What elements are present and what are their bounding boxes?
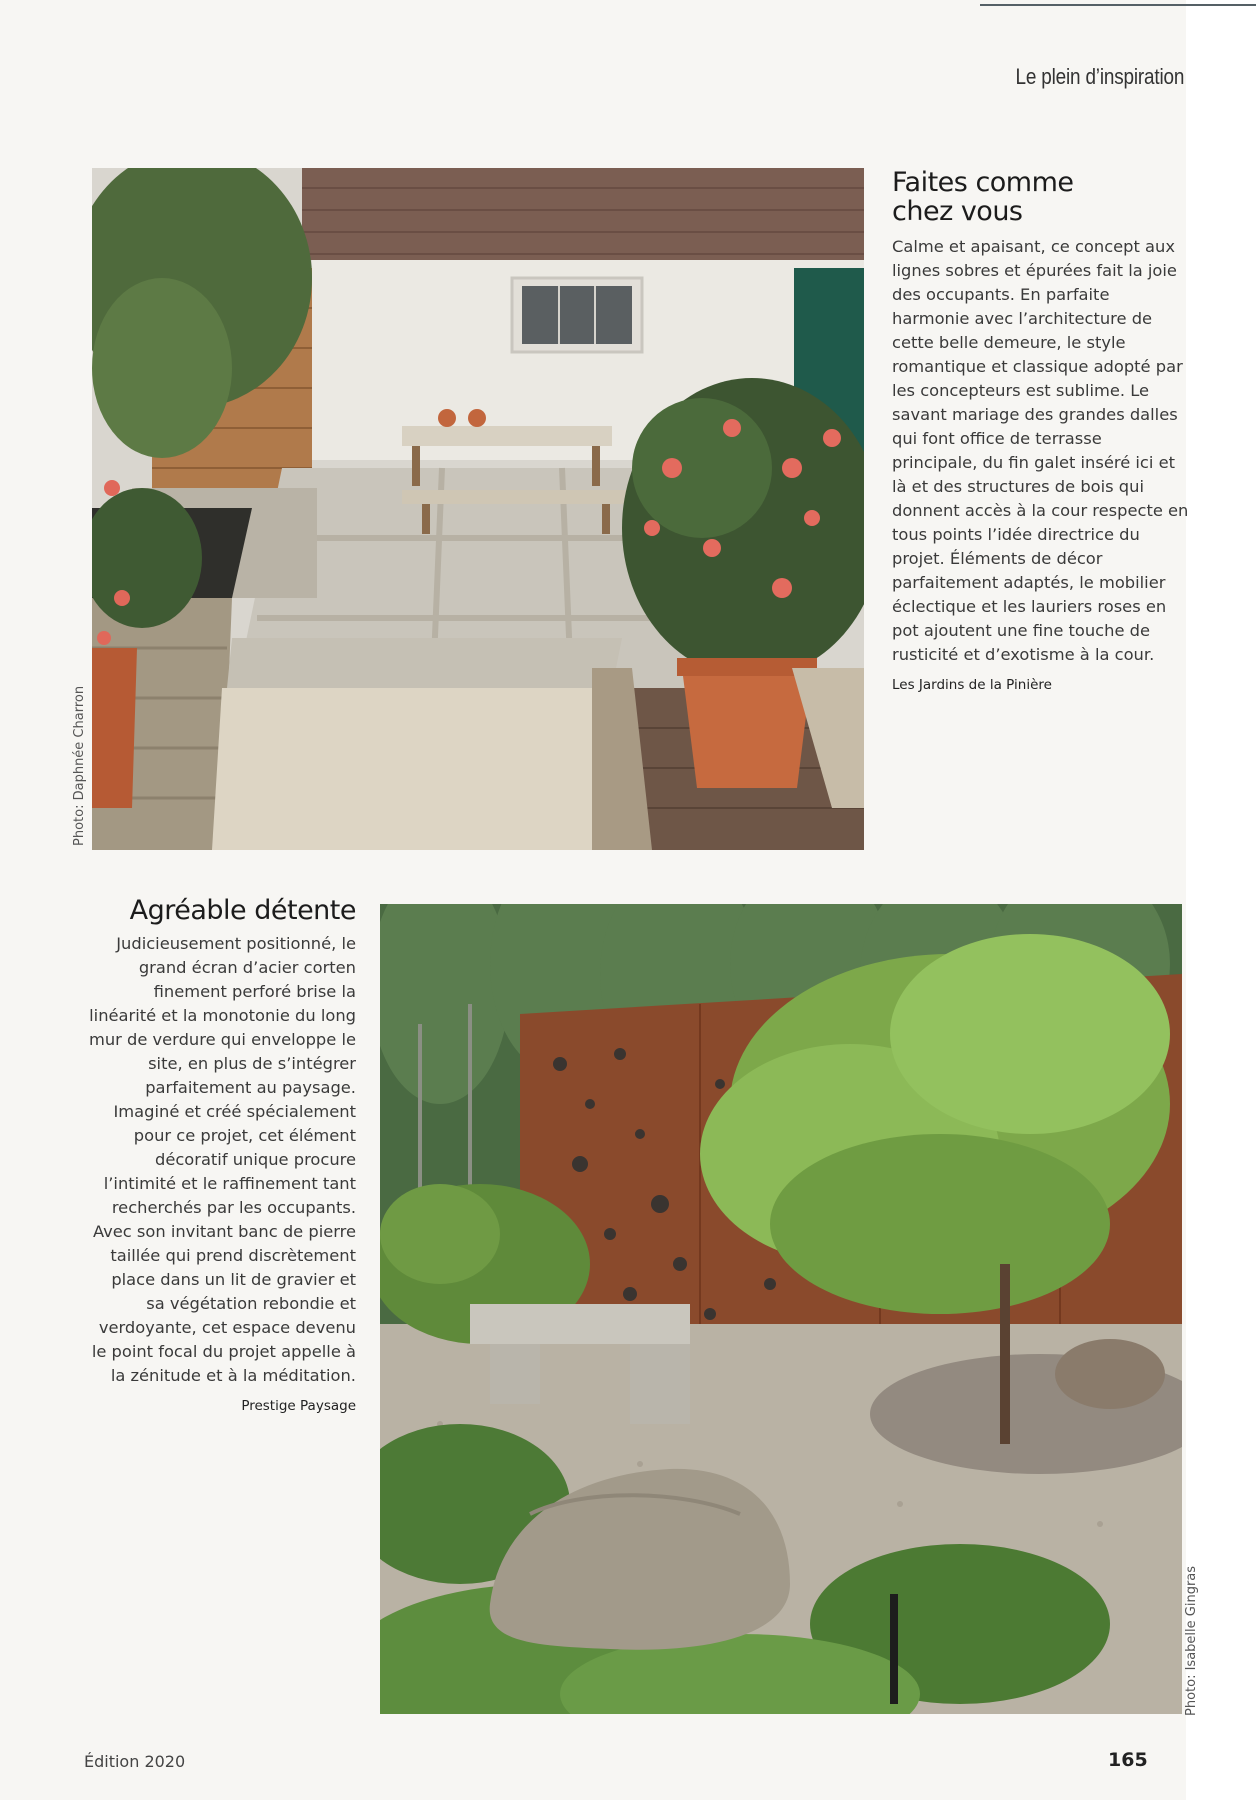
article-faites-comme-chez-vous — [892, 168, 1192, 693]
photo-credit: Photo: Daphnée Charron — [72, 685, 87, 846]
page-number: 165 — [1108, 1749, 1148, 1771]
scan-edge-line — [980, 4, 1256, 6]
title-line: Faites comme — [892, 167, 1074, 198]
firm-name: Prestige Paysage — [241, 1398, 356, 1414]
patio-photo — [92, 168, 864, 850]
firm-name: Les Jardins de la Pinière — [892, 677, 1052, 693]
article-body: Judicieusement positionné, le grand écran d’acier corten finement perforé brise la linéarité et la monotonie du long mur de verdure qui enveloppe le site, en plus de s’intégrer parfaitement au paysage. Imaginé et créé spécialement pour ce projet, cet élément décoratif unique procure l’intimité et le raffinement tant recherchés par les occupants. Avec son invitant banc de pierre taillée qui prend discrètement place dans un lit de gravier et sa végétation rebondie et verdoyante, cet espace devenu le point focal du projet appelle à la zénitude et à la méditation. — [88, 934, 356, 1385]
article-body: Calme et apaisant, ce concept aux lignes sobres et épurées fait la joie des occupants. En parfaite harmonie avec l’architecture de cette belle demeure, le style romantique et classique adopté par les concepteurs est sublime. Le savant mariage des grandes dalles qui font office de terrasse principale, du fin galet inséré ici et là et des structures de bois qui donnent accès à la cour respecte en tous points l’idée directrice du projet. Éléments de décor parfaitement adaptés, le mobilier éclectique et les lauriers roses en pot ajoutent une fine touche de rusticité et d’exotisme à la cour. — [892, 237, 1189, 664]
article-agreable-detente — [88, 896, 356, 1414]
title-line: chez vous — [892, 196, 1023, 227]
corten-garden-photo — [380, 904, 1182, 1714]
article-title: Agréable détente — [129, 895, 356, 926]
section-header: Le plein d’inspiration — [1015, 64, 1184, 89]
edition-label: Édition 2020 — [84, 1752, 186, 1771]
photo-credit: Photo: Isabelle Gingras — [1184, 1565, 1199, 1716]
scan-margin — [1186, 0, 1256, 1800]
article-title — [892, 168, 1192, 226]
